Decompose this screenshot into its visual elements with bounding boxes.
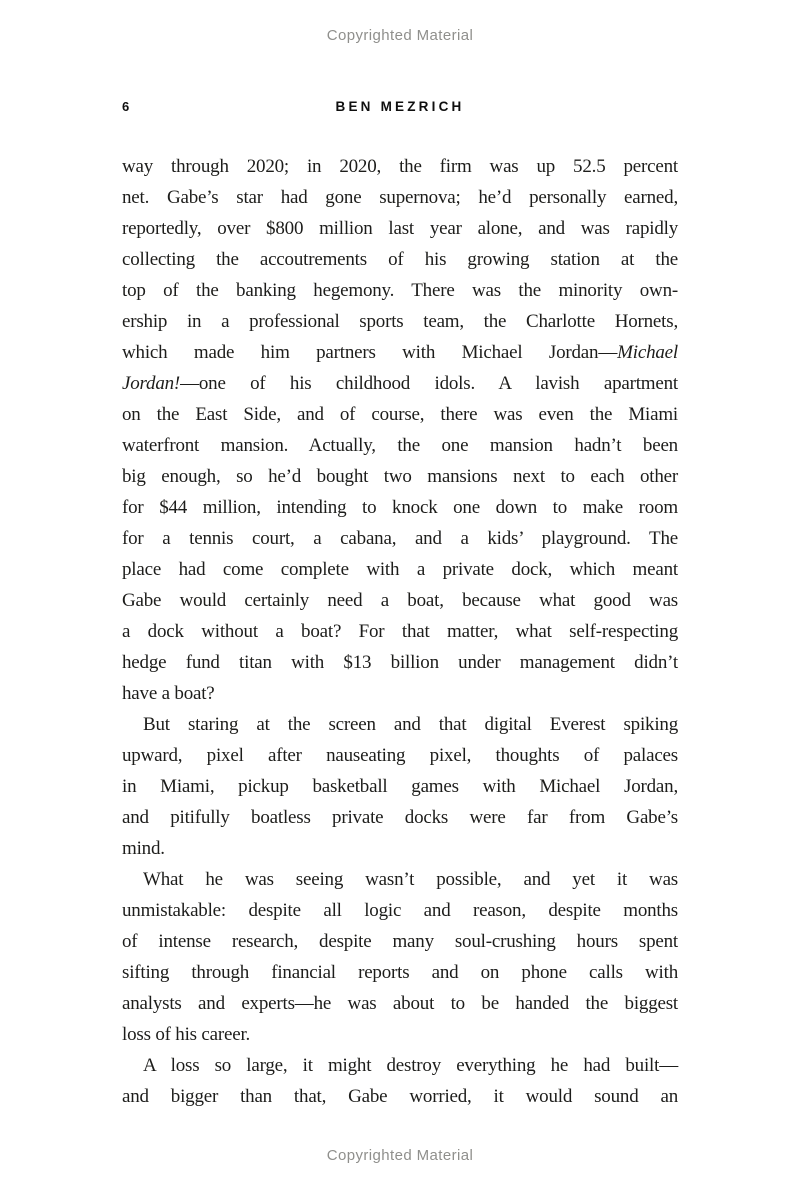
paragraph [122, 709, 678, 864]
text-segment: —one of his childhood idols. A lavish apartment [180, 373, 678, 394]
text-segment: loss of his career. [122, 1024, 251, 1045]
text-segment: of intense research, despite many soul-crushing hours spent [122, 931, 678, 952]
text-line [122, 895, 678, 926]
text-line [122, 616, 678, 647]
text-line [122, 368, 678, 399]
page-number: 6 [122, 99, 130, 114]
text-line [122, 244, 678, 275]
text-line [122, 957, 678, 988]
running-head-author: BEN MEZRICH [335, 99, 465, 114]
text-segment: ership in a professional sports team, the Charlotte Hornets, [122, 311, 678, 332]
text-line [122, 554, 678, 585]
text-segment: What he was seeing wasn’t possible, and yet it was [143, 869, 678, 890]
text-segment: Gabe would certainly need a boat, because what good was [122, 590, 678, 611]
text-segment: in Miami, pickup basketball games with Michael Jordan, [122, 776, 678, 797]
text-line [122, 213, 678, 244]
page-body [122, 151, 678, 1112]
paragraph [122, 1050, 678, 1112]
text-segment: for a tennis court, a cabana, and a kids’ playground. The [122, 528, 678, 549]
text-line [122, 275, 678, 306]
text-segment: analysts and experts—he was about to be handed the biggest [122, 993, 678, 1014]
text-line [122, 926, 678, 957]
text-segment: place had come complete with a private dock, which meant [122, 559, 678, 580]
text-segment: sifting through financial reports and on phone calls with [122, 962, 678, 983]
text-line [122, 740, 678, 771]
text-line [122, 337, 678, 368]
italic-text-segment: Jordan! [122, 373, 181, 394]
text-segment: on the East Side, and of course, there was even the Miami [122, 404, 678, 425]
text-line [122, 523, 678, 554]
text-segment: collecting the accoutrements of his growing station at the [122, 249, 678, 270]
text-line [122, 833, 678, 864]
text-line [122, 430, 678, 461]
text-segment: unmistakable: despite all logic and reason, despite months [122, 900, 678, 921]
text-segment: way through 2020; in 2020, the firm was up 52.5 percent [122, 156, 678, 177]
running-header [0, 99, 800, 117]
italic-text-segment: Michael [617, 342, 678, 363]
text-segment: mind. [122, 838, 165, 859]
text-line [122, 461, 678, 492]
text-segment: and bigger than that, Gabe worried, it would sound an [122, 1086, 678, 1107]
text-segment: big enough, so he’d bought two mansions next to each other [122, 466, 678, 487]
text-segment: have a boat? [122, 683, 215, 704]
text-segment: for $44 million, intending to knock one down to make room [122, 497, 678, 518]
text-line [122, 151, 678, 182]
paragraph [122, 151, 678, 709]
text-segment: upward, pixel after nauseating pixel, thoughts of palaces [122, 745, 678, 766]
text-line [122, 647, 678, 678]
text-line [122, 864, 678, 895]
text-segment: which made him partners with Michael Jordan— [122, 342, 618, 363]
text-segment: But staring at the screen and that digital Everest spiking [143, 714, 678, 735]
text-segment: waterfront mansion. Actually, the one mansion hadn’t been [122, 435, 678, 456]
paragraph [122, 864, 678, 1050]
text-segment: and pitifully boatless private docks were far from Gabe’s [122, 807, 678, 828]
text-line [122, 988, 678, 1019]
text-line [122, 182, 678, 213]
text-line [122, 492, 678, 523]
text-line [122, 709, 678, 740]
text-line [122, 585, 678, 616]
text-segment: a dock without a boat? For that matter, what self-respecting [122, 621, 678, 642]
text-line [122, 771, 678, 802]
text-line [122, 1019, 678, 1050]
text-segment: net. Gabe’s star had gone supernova; he’d personally earned, [122, 187, 678, 208]
text-line [122, 802, 678, 833]
copyright-notice-top: Copyrighted Material [326, 27, 474, 44]
text-segment: hedge fund titan with $13 billion under management didn’t [122, 652, 678, 673]
text-segment: top of the banking hegemony. There was the minority own- [122, 280, 678, 301]
text-line [122, 399, 678, 430]
text-line [122, 1050, 678, 1081]
text-line [122, 306, 678, 337]
text-segment: A loss so large, it might destroy everything he had built— [143, 1055, 678, 1076]
text-line [122, 1081, 678, 1112]
copyright-notice-bottom: Copyrighted Material [326, 1147, 474, 1164]
text-line [122, 678, 678, 709]
text-segment: reportedly, over $800 million last year alone, and was rapidly [122, 218, 678, 239]
